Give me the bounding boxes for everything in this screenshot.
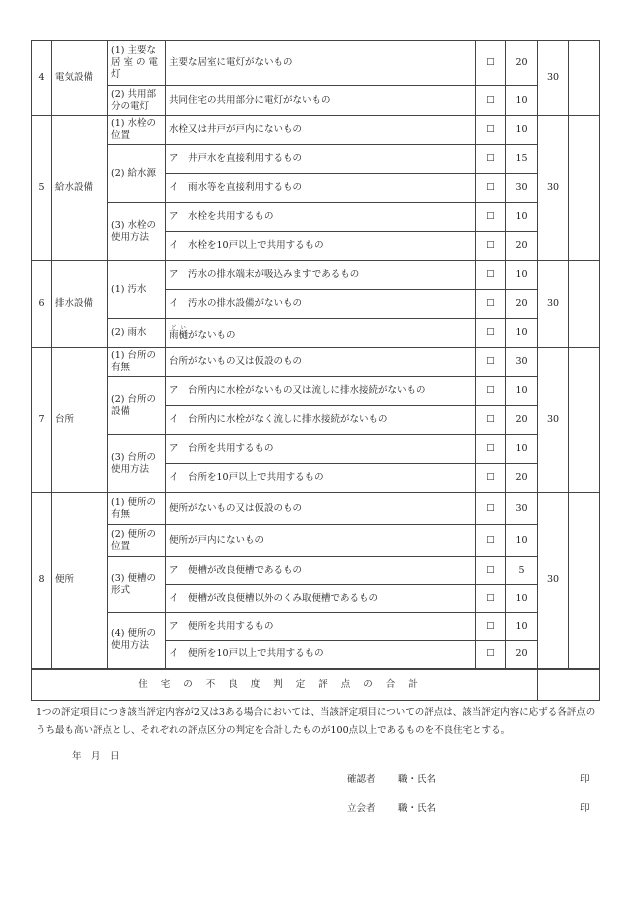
section-max: 30 xyxy=(538,116,569,261)
item-description: イ 汚水の排水設備がないもの xyxy=(166,290,476,319)
points-value: 15 xyxy=(506,145,538,174)
ruby-base: 雨樋 xyxy=(169,329,189,341)
item-label: (1) 主要な居 室 の 電灯 xyxy=(108,41,166,86)
section-name: 給水設備 xyxy=(52,116,108,261)
item-label: (2) 便所の位置 xyxy=(108,525,166,557)
item-description: イ 雨水等を直接利用するもの xyxy=(166,174,476,203)
score-cell[interactable] xyxy=(569,493,600,669)
table-row xyxy=(32,261,600,290)
witness-name-field[interactable]: 職・氏名 xyxy=(398,803,437,814)
item-label: (2) 共用部分の電灯 xyxy=(108,86,166,116)
score-cell[interactable] xyxy=(569,41,600,116)
section-name: 排水設備 xyxy=(52,261,108,348)
item-label: (2) 台所の設備 xyxy=(108,377,166,435)
points-value: 10 xyxy=(506,613,538,641)
ruby-rest: がないもの xyxy=(188,329,236,341)
section-max: 30 xyxy=(538,261,569,348)
date-line: 年 月 日 xyxy=(72,751,120,762)
points-value: 10 xyxy=(506,525,538,557)
checkbox[interactable]: ☐ xyxy=(476,406,506,435)
table-row xyxy=(32,525,600,557)
witness-role: 立会者 xyxy=(347,803,376,814)
item-description: 便所がないもの又は仮設のもの xyxy=(166,493,476,525)
item-description: ア 汚水の排水端末が吸込みますであるもの xyxy=(166,261,476,290)
confirmer-seal: 印 xyxy=(580,774,590,785)
checkbox[interactable]: ☐ xyxy=(476,145,506,174)
item-label: (1) 水栓の位置 xyxy=(108,116,166,145)
table-row xyxy=(32,435,600,464)
points-value: 10 xyxy=(506,86,538,116)
item-description: ア 便槽が改良便槽であるもの xyxy=(166,557,476,585)
points-value: 10 xyxy=(506,435,538,464)
table-row xyxy=(32,86,600,116)
table-row xyxy=(32,613,600,641)
checkbox[interactable]: ☐ xyxy=(476,348,506,377)
points-value: 10 xyxy=(506,116,538,145)
item-label: (2) 給水源 xyxy=(108,145,166,203)
item-description: イ 便所を10戸以上で共用するもの xyxy=(166,641,476,669)
checkbox[interactable]: ☐ xyxy=(476,290,506,319)
section-max: 30 xyxy=(538,41,569,116)
evaluation-table xyxy=(31,40,600,701)
checkbox[interactable]: ☐ xyxy=(476,261,506,290)
checkbox[interactable]: ☐ xyxy=(476,641,506,669)
item-description: ア 台所内に水栓がないもの又は流しに排水接続がないもの xyxy=(166,377,476,406)
checkbox[interactable]: ☐ xyxy=(476,525,506,557)
checkbox[interactable]: ☐ xyxy=(476,464,506,493)
item-label: (3) 便槽の形式 xyxy=(108,557,166,613)
section-number: 4 xyxy=(32,41,52,116)
points-value: 10 xyxy=(506,585,538,613)
points-value: 20 xyxy=(506,232,538,261)
item-description: イ 便槽が改良便槽以外のくみ取便槽であるもの xyxy=(166,585,476,613)
checkbox[interactable]: ☐ xyxy=(476,377,506,406)
table-row xyxy=(32,41,600,86)
checkbox[interactable]: ☐ xyxy=(476,232,506,261)
confirmer-name-field[interactable]: 職・氏名 xyxy=(398,774,437,785)
item-description: イ 台所を10戸以上で共用するもの xyxy=(166,464,476,493)
points-value: 20 xyxy=(506,464,538,493)
item-description: イ 水栓を10戸以上で共用するもの xyxy=(166,232,476,261)
points-value: 30 xyxy=(506,348,538,377)
item-description: 共同住宅の共用部分に電灯がないもの xyxy=(166,86,476,116)
table-row xyxy=(32,493,600,525)
item-label: (1) 便所の有無 xyxy=(108,493,166,525)
section-number: 5 xyxy=(32,116,52,261)
item-description: イ 台所内に水栓がなく流しに排水接続がないもの xyxy=(166,406,476,435)
table-row xyxy=(32,319,600,348)
rain-gutter-word xyxy=(169,324,189,341)
section-number: 8 xyxy=(32,493,52,669)
total-label: 住宅の不良度判定評点の合計 xyxy=(32,669,538,701)
table-row xyxy=(32,348,600,377)
points-value: 20 xyxy=(506,41,538,86)
section-number: 7 xyxy=(32,348,52,493)
checkbox[interactable]: ☐ xyxy=(476,174,506,203)
total-row xyxy=(32,669,600,701)
section-max: 30 xyxy=(538,493,569,669)
item-description: 水栓又は井戸が戸内にないもの xyxy=(166,116,476,145)
points-value: 20 xyxy=(506,406,538,435)
checkbox[interactable]: ☐ xyxy=(476,435,506,464)
checkbox[interactable]: ☐ xyxy=(476,613,506,641)
item-description: ア 便所を共用するもの xyxy=(166,613,476,641)
points-value: 10 xyxy=(506,203,538,232)
item-label: (1) 汚水 xyxy=(108,261,166,319)
section-number: 6 xyxy=(32,261,52,348)
table-row xyxy=(32,116,600,145)
witness-seal: 印 xyxy=(580,803,590,814)
item-label: (2) 雨水 xyxy=(108,319,166,348)
score-cell[interactable] xyxy=(569,348,600,493)
section-max: 30 xyxy=(538,348,569,493)
checkbox[interactable]: ☐ xyxy=(476,203,506,232)
confirmer-role: 確認者 xyxy=(347,774,376,785)
points-value: 10 xyxy=(506,261,538,290)
points-value: 20 xyxy=(506,290,538,319)
checkbox[interactable]: ☐ xyxy=(476,493,506,525)
item-description: 台所がないもの又は仮設のもの xyxy=(166,348,476,377)
checkbox[interactable]: ☐ xyxy=(476,41,506,86)
points-value: 30 xyxy=(506,174,538,203)
table-row xyxy=(32,145,600,174)
points-value: 10 xyxy=(506,377,538,406)
item-description: ア 水栓を共用するもの xyxy=(166,203,476,232)
item-description: ア 台所を共用するもの xyxy=(166,435,476,464)
section-name: 台所 xyxy=(52,348,108,493)
table-row xyxy=(32,203,600,232)
item-description: 便所が戸内にないもの xyxy=(166,525,476,557)
score-cell[interactable] xyxy=(569,261,600,348)
item-label: (4) 便所の使用方法 xyxy=(108,613,166,669)
section-name: 電気設備 xyxy=(52,41,108,116)
ruby-reading: どい xyxy=(169,324,189,331)
score-cell[interactable] xyxy=(569,116,600,261)
points-value: 10 xyxy=(506,319,538,348)
item-label: (3) 水栓の使用方法 xyxy=(108,203,166,261)
points-value: 30 xyxy=(506,493,538,525)
points-value: 20 xyxy=(506,641,538,669)
checkbox[interactable]: ☐ xyxy=(476,557,506,585)
checkbox[interactable]: ☐ xyxy=(476,585,506,613)
table-row xyxy=(32,377,600,406)
checkbox[interactable]: ☐ xyxy=(476,319,506,348)
item-description xyxy=(166,319,476,348)
total-score-cell[interactable] xyxy=(538,669,600,701)
section-name: 便所 xyxy=(52,493,108,669)
footnote: 1つの評定項目につき該当評定内容が2又は3ある場合においては、当該評定項目についての評点は、該当評定内容に応ずる各評点のうち最も高い評点とし、それぞれの評点区分の判定を合計したものが100点以上であるものを不良住宅とする。 xyxy=(36,707,596,736)
item-label: (3) 台所の使用方法 xyxy=(108,435,166,493)
item-description: ア 井戸水を直接利用するもの xyxy=(166,145,476,174)
checkbox[interactable]: ☐ xyxy=(476,116,506,145)
item-description: 主要な居室に電灯がないもの xyxy=(166,41,476,86)
checkbox[interactable]: ☐ xyxy=(476,86,506,116)
item-label: (1) 台所の有無 xyxy=(108,348,166,377)
points-value: 5 xyxy=(506,557,538,585)
table-row xyxy=(32,557,600,585)
